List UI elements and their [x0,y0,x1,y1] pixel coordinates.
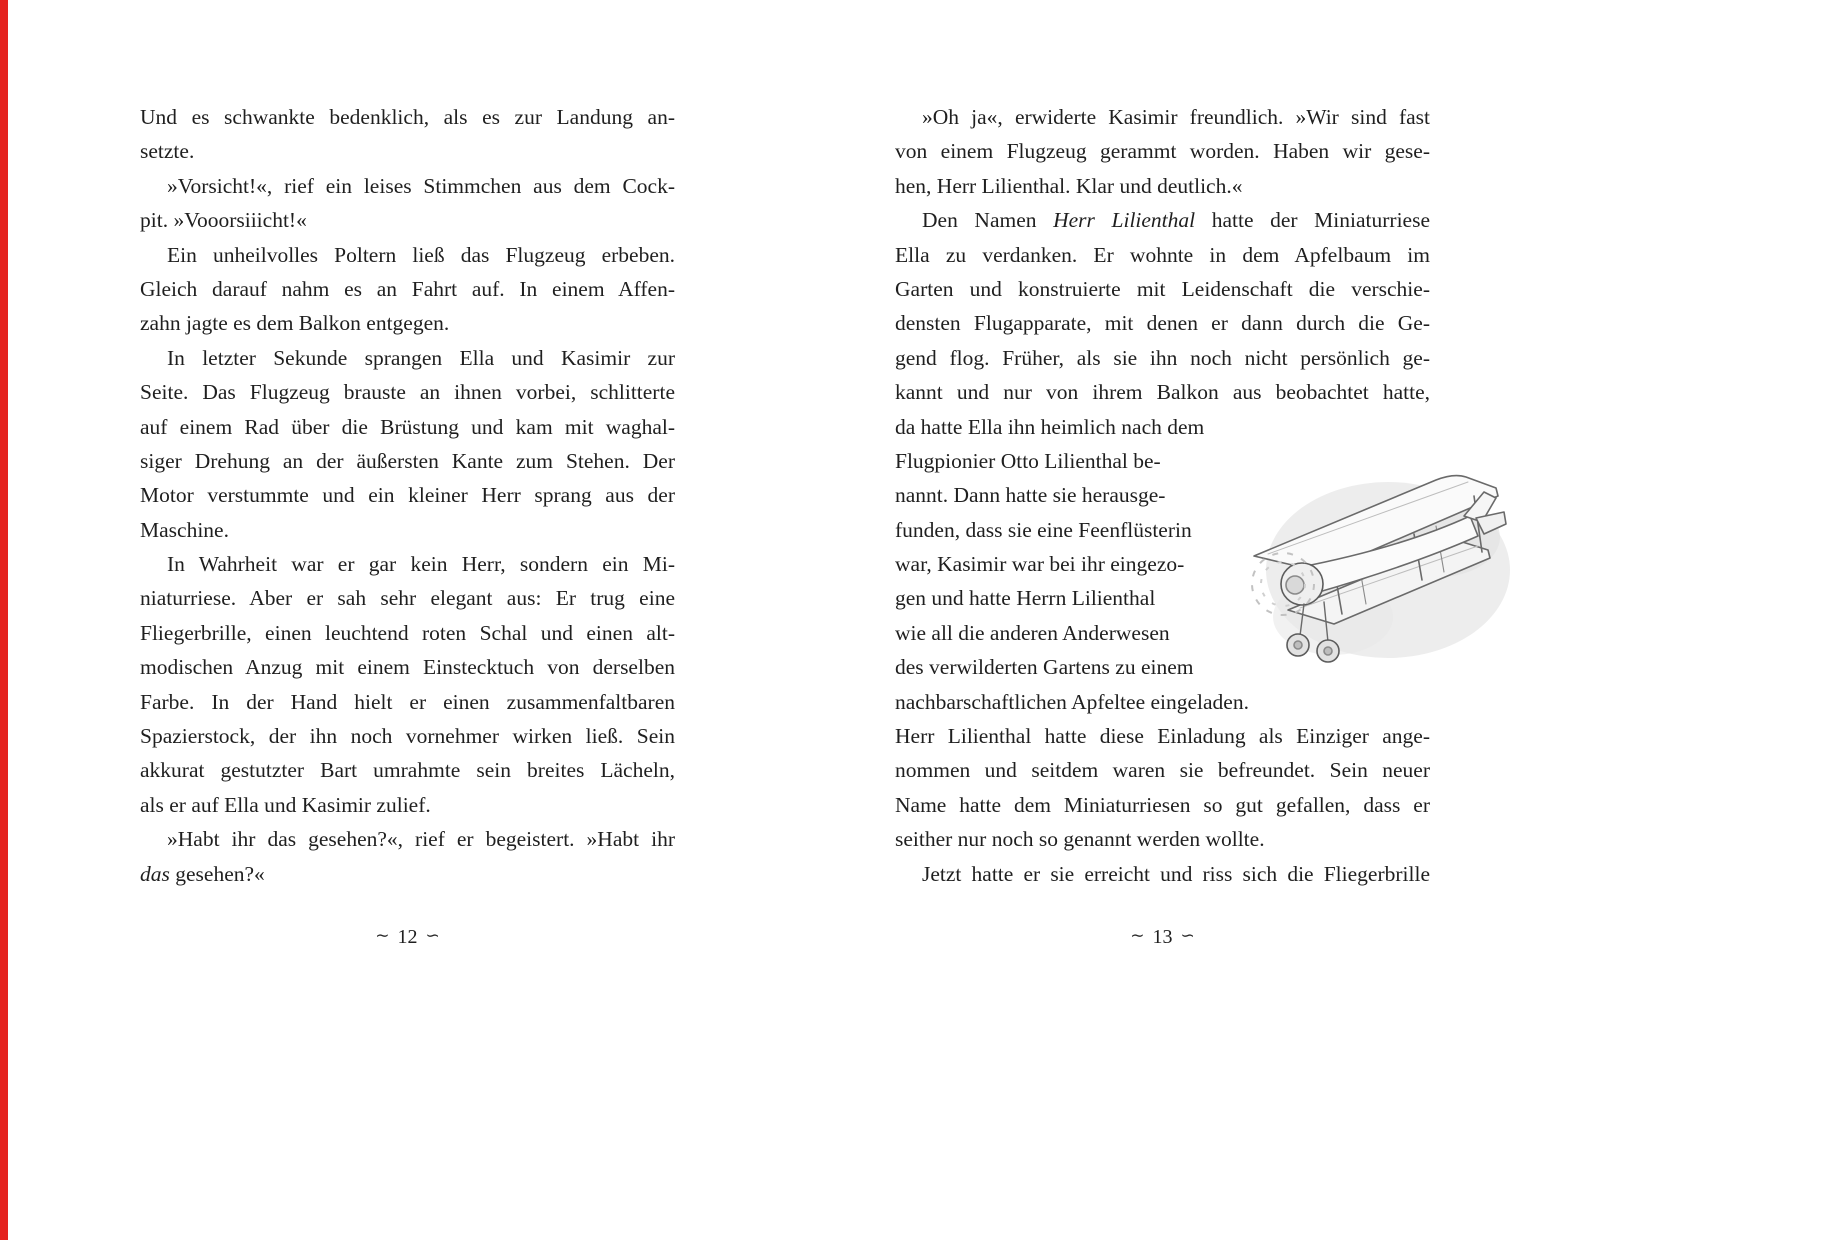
text-run: auf einem Rad über die Brüstung und kam mit waghal- [140,414,675,439]
text-run: Ein unheilvolles Poltern ließ das Flugzeug erbeben. [167,242,675,267]
text-run: funden, dass sie eine Feenflüsterin [895,517,1192,542]
text-run: nommen und seitdem waren sie befreundet. Sein neuer [895,758,1430,783]
text-line [140,238,675,272]
folio-ornament-right-icon: ∽ [425,926,440,946]
page-number-left [140,926,675,949]
text-line [140,650,675,684]
text-run: »Habt ihr das gesehen?«, rief er begeistert. »Habt ihr [167,827,675,852]
text-line [140,272,675,306]
text-run: Seite. Das Flugzeug brauste an ihnen vorbei, schlitterte [140,380,675,405]
text-line [895,134,1430,168]
text-run: nannt. Dann hatte sie herausge- [895,483,1166,508]
text-run: seither nur noch so genannt werden wollte. [895,827,1265,852]
text-line [895,788,1430,822]
text-run: gend flog. Früher, als sie ihn noch nicht persönlich ge- [895,345,1430,370]
text-line [895,100,1430,134]
text-line [140,513,675,547]
page-left-text [140,100,675,891]
text-line [140,788,675,822]
text-run: war, Kasimir war bei ihr eingezo- [895,552,1185,577]
text-run: wie all die anderen Anderwesen [895,620,1170,645]
text-run: Den Namen [922,208,1054,233]
text-run: Herr Lilienthal hatte diese Einladung als Einziger ange- [895,724,1430,749]
folio-ornament-left-icon: ∼ [1130,926,1145,946]
text-line [895,169,1430,203]
text-line [895,857,1430,891]
text-line [140,616,675,650]
text-line [140,100,675,134]
text-run: Maschine. [140,517,229,542]
text-line [895,238,1430,272]
text-run: Flugpionier Otto Lilienthal be- [895,448,1161,473]
text-run: gesehen?« [169,861,265,886]
text-run: In letzter Sekunde sprangen Ella und Kasimir zur [167,345,675,370]
text-run: kannt und nur von ihrem Balkon aus beobachtet hatte, [895,380,1430,405]
text-run: akkurat gestutzter Bart umrahmte sein breites Lächeln, [140,758,675,783]
text-run: niaturriese. Aber er sah sehr elegant aus: Er trug eine [140,586,675,611]
text-run: Und es schwankte bedenklich, als es zur Landung an- [140,105,675,129]
text-run: modischen Anzug mit einem Einstecktuch von derselben [140,655,675,680]
text-line [140,444,675,478]
italic-text-run: Herr Lilienthal [1053,208,1196,233]
text-run: pit. »Vooorsiiicht!« [140,208,307,233]
text-line [895,410,1430,444]
text-run: nachbarschaftlichen Apfeltee eingeladen. [895,689,1249,714]
text-line [140,375,675,409]
page-edge-strip [0,0,8,1240]
text-run: Motor verstummte und ein kleiner Herr sprang aus der [140,483,675,508]
text-line [140,203,675,237]
text-line [140,753,675,787]
text-line [140,341,675,375]
biplane-illustration [1238,452,1516,697]
text-run: des verwilderten Gartens zu einem [895,655,1194,680]
text-run: von einem Flugzeug gerammt worden. Haben wir gese- [895,139,1430,164]
text-run: Name hatte dem Miniaturriesen so gut gefallen, dass er [895,792,1430,817]
text-line [895,306,1430,340]
text-line [140,134,675,168]
text-run: »Vorsicht!«, rief ein leises Stimmchen aus dem Cock- [167,173,675,198]
page-number: 13 [1152,926,1173,948]
text-line [140,719,675,753]
folio-ornament-left-icon: ∼ [375,926,390,946]
text-run: Fliegerbrille, einen leuchtend roten Schal und einen alt- [140,620,675,645]
folio-ornament-right-icon: ∽ [1180,926,1195,946]
text-line [140,581,675,615]
text-run: setzte. [140,139,195,164]
text-run: »Oh ja«, erwiderte Kasimir freundlich. »Wir sind fast [922,105,1430,129]
text-line [140,822,675,856]
text-line [140,306,675,340]
text-line [140,478,675,512]
text-run: densten Flugapparate, mit denen er dann durch die Ge- [895,311,1430,336]
text-run: Farbe. In der Hand hielt er einen zusammenfaltbaren [140,689,675,714]
text-run: da hatte Ella ihn heimlich nach dem [895,414,1205,439]
biplane-sketch-svg [1238,452,1516,697]
text-run: gen und hatte Herrn Lilienthal [895,586,1156,611]
text-line [140,547,675,581]
text-line [895,203,1430,237]
text-run: Garten und konstruierte mit Leidenschaft die verschie- [895,276,1430,301]
text-line [895,341,1430,375]
text-run: hatte der Miniaturriese [1195,208,1431,233]
text-line [895,272,1430,306]
text-line [895,822,1430,856]
text-run: Jetzt hatte er sie erreicht und riss sich die Fliegerbrille [922,861,1430,886]
text-run: hen, Herr Lilienthal. Klar und deutlich.« [895,173,1243,198]
text-line [140,410,675,444]
text-run: In Wahrheit war er gar kein Herr, sondern ein Mi- [167,552,675,577]
text-line [895,719,1430,753]
text-run: Gleich darauf nahm es an Fahrt auf. In einem Affen- [140,276,675,301]
text-line [895,375,1430,409]
page-number: 12 [397,926,418,948]
italic-text-run: das [140,861,170,886]
text-line [140,685,675,719]
text-line [140,857,675,891]
text-run: Spazierstock, der ihn noch vornehmer wirken ließ. Sein [140,724,675,749]
text-run: Ella zu verdanken. Er wohnte in dem Apfelbaum im [895,242,1430,267]
text-line [140,169,675,203]
text-run: als er auf Ella und Kasimir zulief. [140,792,431,817]
text-line [895,753,1430,787]
page-number-right [895,926,1430,949]
text-run: siger Drehung an der äußersten Kante zum Stehen. Der [140,448,675,473]
text-run: zahn jagte es dem Balkon entgegen. [140,311,450,336]
